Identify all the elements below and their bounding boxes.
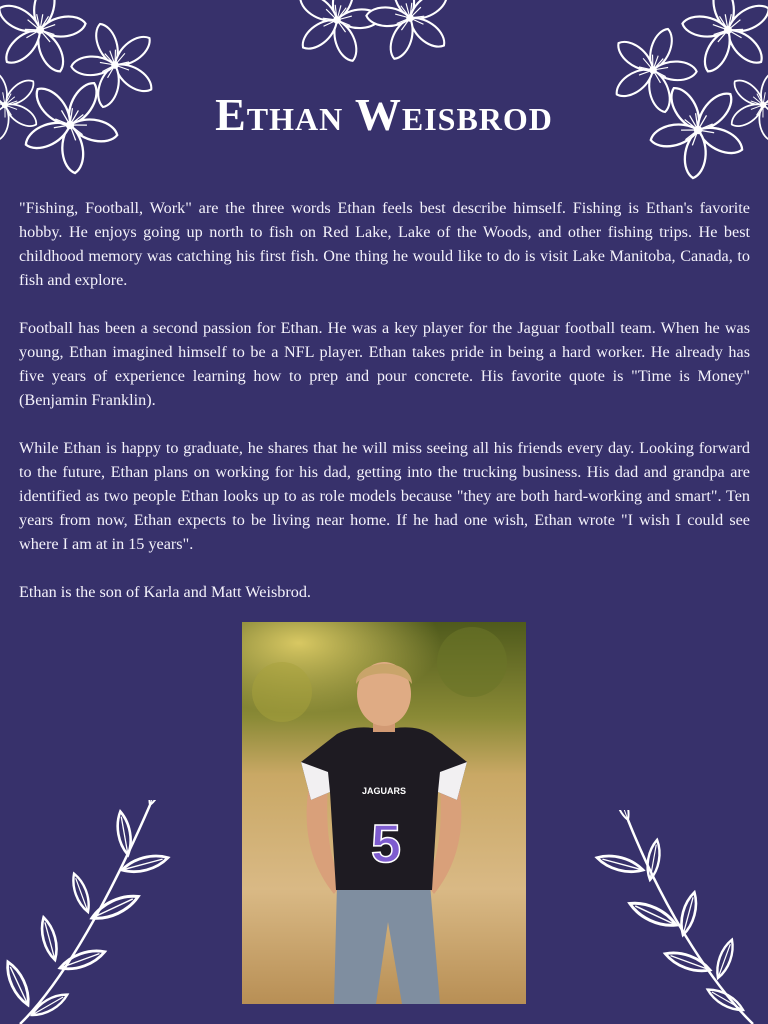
paragraph: Football has been a second passion for Ethan. He was a key player for the Jaguar football team. When he was young, Ethan imagined himself to be a NFL player. Ethan takes pride in being a hard worker. He already has five years of experience learning how to prep and pour concrete. His favorite quote is "Time is Money" (Benjamin Franklin). bbox=[19, 319, 750, 409]
jersey-number: 5 bbox=[370, 814, 402, 874]
flower-pair-icon bbox=[275, 0, 475, 85]
profile-text bbox=[19, 196, 750, 628]
leaf-branch-icon bbox=[588, 810, 768, 1024]
paragraph: "Fishing, Football, Work" are the three words Ethan feels best describe himself. Fishing is Ethan's favorite hobby. He enjoys going up north to fish on Red Lake, Lake of the Woods, and other fishing trips. He best childhood memory was catching his first fish. One thing he would like to do is visit Lake Manitoba, Canada, to fish and explore. bbox=[19, 199, 750, 289]
jersey-text: JAGUARS bbox=[361, 786, 407, 796]
paragraph: While Ethan is happy to graduate, he shares that he will miss seeing all his friends every day. Looking forward to the future, Ethan plans on working for his dad, getting into the trucking business. His dad and grandpa are identified as two people Ethan looks up to as role models because "they are both hard-working and smart". Ten years from now, Ethan expects to be living near home. If he had one wish, Ethan wrote "I wish I could see where I am at in 15 years". bbox=[19, 439, 750, 553]
senior-photo bbox=[242, 622, 526, 1004]
leaf-branch-icon bbox=[0, 800, 180, 1024]
paragraph: Ethan is the son of Karla and Matt Weisbrod. bbox=[19, 583, 311, 601]
page-title: Ethan Weisbrod bbox=[215, 89, 553, 140]
